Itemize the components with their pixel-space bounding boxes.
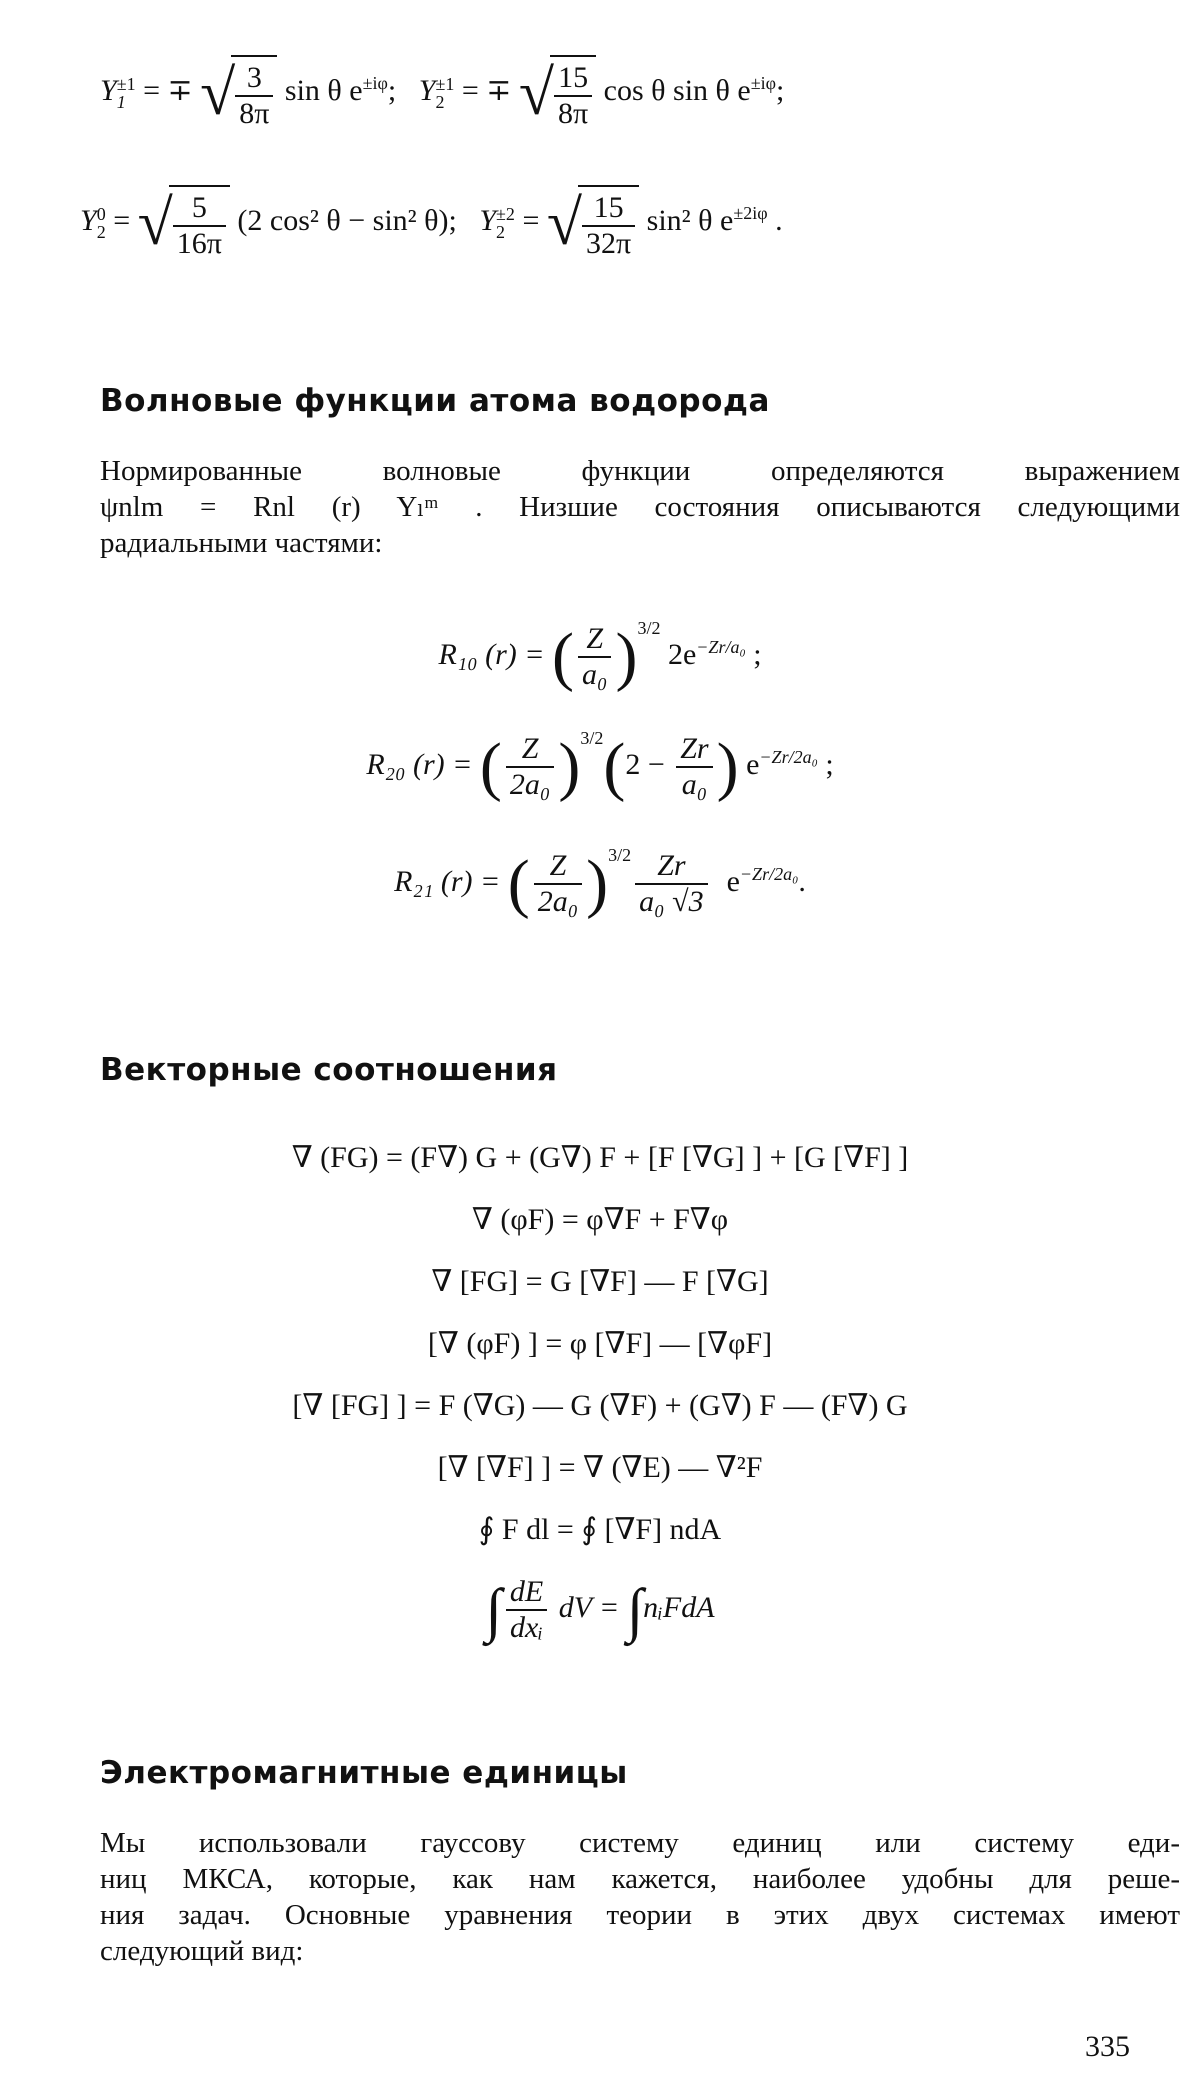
spherical-harmonics-row-1 <box>100 55 784 131</box>
y21-sqrt: √ $\frac{15}{8\pi}$ <box>519 55 596 131</box>
vector-identity: ∇ [FG] = G [∇F] — F [∇G] <box>431 1265 769 1298</box>
paragraph-line: ψnlm = Rnl (r) Yₗᵐ . Низшие состояния описываются следующими <box>100 491 1180 523</box>
y11-symbol: Y <box>100 73 117 107</box>
section-heading-vector: Векторные соотношения <box>100 1052 558 1088</box>
y22-den: 32π <box>582 225 635 261</box>
y11-sep: ; <box>387 73 419 107</box>
paragraph-em-units <box>100 1825 1180 1969</box>
y20-den: 16π <box>173 225 226 261</box>
r21-end: . <box>798 865 806 898</box>
y21-tail: cos θ sin θ e <box>596 73 751 107</box>
y21-sup: ±1 <box>435 74 455 94</box>
y22-sup: ±2 <box>496 204 515 224</box>
paragraph-hydrogen <box>100 453 1180 561</box>
y11-eq: = ∓ <box>135 73 201 107</box>
y22-sub: 2 <box>496 222 506 242</box>
r20-tail: e <box>738 748 760 781</box>
r20-end: ; <box>817 748 834 781</box>
r21-den: 2a₀ <box>534 883 582 919</box>
y21-den: 8π <box>554 95 592 131</box>
r10-tail-exp: −Zr/a₀ <box>696 637 746 657</box>
vector-identity: ∇ (FG) = (F∇) G + (G∇) F + [F [∇G] ] + [G [∇F] ] <box>291 1141 909 1174</box>
integral-den: dxᵢ <box>506 1609 547 1645</box>
y22-end: . <box>767 203 783 237</box>
page-number: 335 <box>1085 2030 1130 2063</box>
r20-mid: 2 − <box>625 748 673 781</box>
y20-symbol: Y <box>80 203 97 237</box>
paragraph-line: следующий вид: <box>100 1935 304 1967</box>
y20-tail: (2 cos² θ − sin² θ); <box>229 203 480 237</box>
vector-identity: [∇ [∇F] ] = ∇ (∇E) — ∇²F <box>437 1451 763 1484</box>
r10-den: a₀ <box>578 656 611 692</box>
y22-exp: ±2iφ <box>733 202 768 223</box>
y22-num: 15 <box>593 191 624 224</box>
section-heading-hydrogen: Волновые функции атома водорода <box>100 383 770 419</box>
r20-lhs: R₂₀ (r) = <box>366 748 480 781</box>
y11-den: 8π <box>235 95 273 131</box>
paragraph-line: Нормированные волновые функции определяются выражением <box>100 455 1180 487</box>
r21-exp: 3/2 <box>608 845 632 865</box>
r10-num: Z <box>586 622 604 656</box>
y20-sqrt: √ $\frac{5}{16\pi}$ <box>138 185 230 261</box>
r21-num: Z <box>549 849 567 883</box>
vector-identity: ∇ (φF) = φ∇F + F∇φ <box>471 1203 729 1236</box>
r20-mid-num: Zr <box>680 732 709 766</box>
r21-lhs: R₂₁ (r) = <box>394 865 508 898</box>
paragraph-line: радиальными частями: <box>100 527 383 559</box>
y11-exp: ±iφ <box>362 72 388 93</box>
y11-sup: ±1 <box>116 74 136 94</box>
r21-mid-den: a₀ √3 <box>635 883 707 919</box>
y21-exp: ±iφ <box>750 72 777 93</box>
paragraph-line: ния задач. Основные уравнения теории в этих двух системах имеют <box>100 1899 1180 1931</box>
r20-den: 2a₀ <box>506 766 554 802</box>
r10-lhs: R₁₀ (r) = <box>438 638 553 671</box>
y20-sup: 0 <box>96 204 106 224</box>
y11-sqrt: √ $\frac{3}{8\pi}$ <box>200 55 277 131</box>
paragraph-line: ниц МКСА, которые, как нам кажется, наиболее удобны для реше- <box>100 1863 1180 1895</box>
y21-num: 15 <box>558 61 589 94</box>
y22-symbol: Y <box>479 203 497 237</box>
r21-mid-num: Zr <box>657 849 686 883</box>
integral-num: dE <box>509 1575 544 1608</box>
vector-identity: ∮ F dl = ∮ [∇F] ndA <box>478 1513 722 1546</box>
y22-tail: sin² θ e <box>639 203 734 237</box>
y21-eq: = ∓ <box>454 73 519 107</box>
equation-r10: R₁₀ (r) = ( $\frac{Z}{\text{a₀}}$ )$^{3/2}$ $2e^{-Zr/a_0}$ ; <box>438 618 762 694</box>
y21-end: ; <box>776 73 785 107</box>
equation-r21: R₂₁ (r) = ( $\frac{Z}{\text{2a₀}}$ )$^{3/2}$ $\frac{Zr}{\text{a₀ √3}}$ $e^{-Zr/2a_0}$. <box>394 845 806 921</box>
r20-mid-den: a₀ <box>676 766 712 802</box>
spherical-harmonics-row-2 <box>80 185 783 261</box>
y20-sub: 2 <box>96 222 106 242</box>
y21-symbol: Y <box>418 73 436 107</box>
integral-rhs: nᵢFdA <box>643 1590 715 1624</box>
r20-num: Z <box>521 732 539 766</box>
vector-identity: [∇ [FG] ] = F (∇G) — G (∇F) + (G∇) F — (F∇) G <box>292 1389 908 1422</box>
paragraph-line: Мы использовали гауссову систему единиц или систему еди- <box>100 1827 1180 1859</box>
vector-identity-integral: ∫ $\frac{dE}{\text{dxᵢ}}$ dV = ∫nᵢFdA <box>485 1575 715 1644</box>
r20-tail-exp: −Zr/2a₀ <box>759 747 818 767</box>
y20-num: 5 <box>191 191 207 224</box>
r10-tail: 2e <box>660 638 697 671</box>
y11-num: 3 <box>246 61 262 94</box>
r21-tail: e <box>711 865 740 898</box>
y22-sqrt: √ $\frac{15}{32\pi}$ <box>547 185 639 261</box>
r20-exp: 3/2 <box>580 728 604 748</box>
equation-r20: R₂₀ (r) = ( $\frac{Z}{\text{2a₀}}$ )$^{3/2}$(2 − $\frac{Zr}{\text{a₀}}$ ) $e^{-Zr/2a_0}$ ; <box>366 728 834 804</box>
y11-sub: 1 <box>116 92 126 112</box>
r10-end: ; <box>745 638 762 671</box>
y20-eq: = <box>105 203 138 237</box>
y11-tail: sin θ e <box>277 73 363 107</box>
y22-eq: = <box>514 203 547 237</box>
r21-tail-exp: −Zr/2a₀ <box>739 864 799 884</box>
r10-exp: 3/2 <box>637 618 661 638</box>
section-heading-em-units: Электромагнитные единицы <box>100 1755 628 1791</box>
integral-after: dV = <box>551 1590 627 1624</box>
vector-identity: [∇ (φF) ] = φ [∇F] — [∇φF] <box>427 1327 773 1360</box>
y21-sub: 2 <box>435 92 445 112</box>
